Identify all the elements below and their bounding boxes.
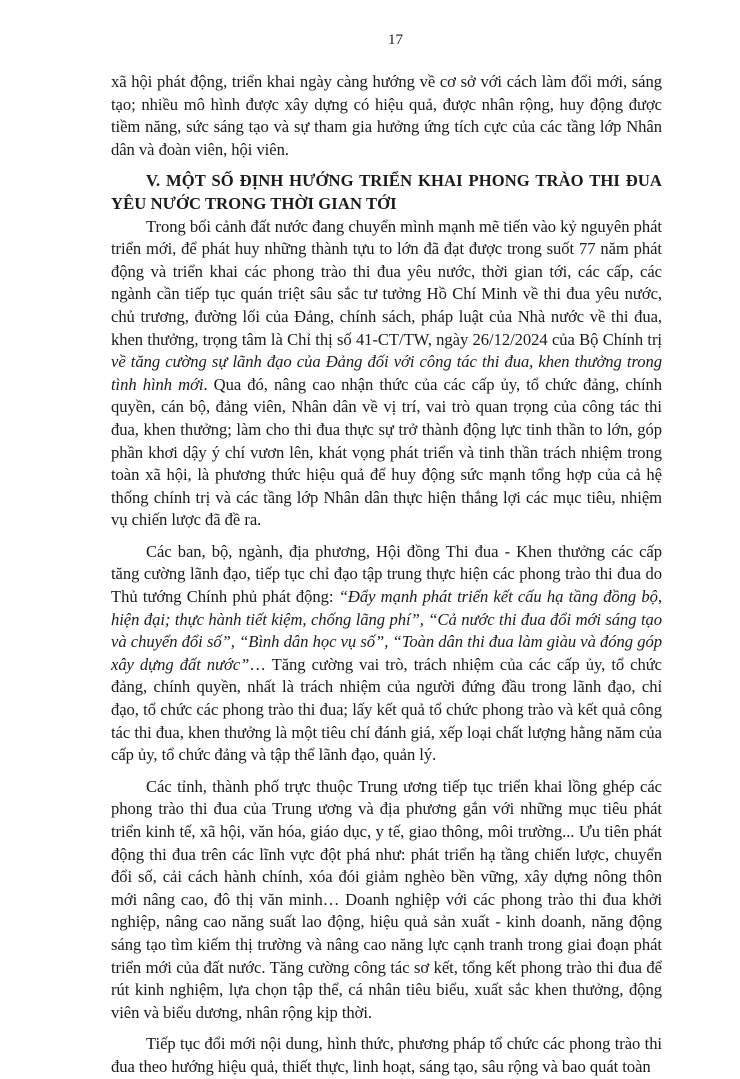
paragraph-1-italic: về tăng cường sự lãnh đạo của Đảng đối với công tác thi đua, khen thưởng trong tình hình mới [111, 352, 662, 394]
page-number: 17 [388, 32, 403, 48]
paragraph-2-text-c: … Tăng cường vai trò, trách nhiệm của các cấp ủy, tổ chức đảng, chính quyền, nhất là trách nhiệm của người đứng đầu trong lãnh đạo, chỉ đạo, tổ chức các phong trào thi đua; lấy kết quả tổ chức phong trào và kết quả công tác thi đua, khen thưởng là một tiêu chí đánh giá, xếp loại chất lượng hằng năm của cấp ủy, tổ chức đảng và tập thể lãnh đạo, quản lý. [111, 654, 662, 765]
paragraph-4: Tiếp tục đổi mới nội dung, hình thức, phương pháp tổ chức các phong trào thi đua theo hướng hiệu quả, thiết thực, linh hoạt, sáng tạo, sâu rộng và bao quát toàn [111, 1034, 662, 1076]
paragraph-3: Các tỉnh, thành phố trực thuộc Trung ương tiếp tục triển khai lồng ghép các phong trào thi đua của Trung ương và địa phương gắn với những mục tiêu phát triển kinh tế, xã hội, văn hóa, giáo dục, y tế, giao thông, môi trường... Ưu tiên phát động thi đua trên các lĩnh vực đột phá như: phát triển hạ tầng chiến lược, chuyển đổi số, cải cách hành chính, xóa đói giảm nghèo bền vững, xây dựng nông thôn mới nâng cao, đô thị văn minh… Doanh nghiệp với các phong trào thi đua khởi nghiệp, nâng cao năng suất lao động, hiệu quả sản xuất - kinh doanh, năng động sáng tạo tìm kiếm thị trường và nâng cao năng lực cạnh tranh trong giai đoạn phát triển mới của đất nước. Tăng cường công tác sơ kết, tổng kết phong trào thi đua để rút kinh nghiệm, lựa chọn tập thể, cá nhân tiêu biểu, xuất sắc khen thưởng, động viên và biểu dương, nhân rộng kịp thời. [111, 776, 662, 1022]
paragraph-2 [111, 541, 662, 767]
paragraph-2-italic: “Đẩy mạnh phát triển kết cấu hạ tầng đồng bộ, hiện đại; thực hành tiết kiệm, chống lãng phí”, “Cả nước thi đua đổi mới sáng tạo và chuyển đổi số”, “Bình dân học vụ số”, “Toàn dân thi đua làm giàu và đóng góp xây dựng đất nước” [111, 587, 663, 674]
paragraph-1-text-a: Trong bối cảnh đất nước đang chuyển mình mạnh mẽ tiến vào kỷ nguyên phát triển mới, để phát huy những thành tựu to lớn đã đạt được trong suốt 77 năm phát động và triển khai các phong trào thi đua yêu nước, thời gian tới, các cấp, các ngành cần tiếp tục quán triệt sâu sắc tư tưởng Hồ Chí Minh về thi đua yêu nước, chủ trương, đường lối của Đảng, chính sách, pháp luật của Nhà nước về thi đua, khen thưởng, trọng tâm là Chỉ thị số 41-CT/TW, ngày 26/12/2024 của Bộ Chính trị [111, 216, 662, 349]
paragraph-2-text-a: Các ban, bộ, ngành, địa phương, Hội đồng Thi đua - Khen thưởng các cấp tăng cường lãnh đạo, tiếp tục chỉ đạo tập trung thực hiện các phong trào thi đua do Thủ tướng Chính phủ phát động: [111, 541, 662, 607]
paragraph-1-text-c: . Qua đó, nâng cao nhận thức của các cấp ủy, tổ chức đảng, chính quyền, cán bộ, đảng viên, Nhân dân về vị trí, vai trò quan trọng của công tác thi đua, khen thưởng; làm cho thi đua thực sự trở thành động lực tinh thần to lớn, góp phần khơi dậy ý chí vươn lên, khát vọng phát triển và tinh thần trách nhiệm trong toàn xã hội, là phương thức hiệu quả để huy động sức mạnh tổng hợp của cả hệ thống chính trị và các tầng lớp Nhân dân thực hiện thắng lợi các mục tiêu, nhiệm vụ chiến lược đã đề ra. [111, 374, 663, 530]
paragraph-1 [111, 216, 662, 532]
section-heading: V. MỘT SỐ ĐỊNH HƯỚNG TRIỂN KHAI PHONG TRÀO THI ĐUA YÊU NƯỚC TRONG THỜI GIAN TỚI [111, 171, 662, 213]
intro-paragraph: xã hội phát động, triển khai ngày càng hướng về cơ sở với cách làm đổi mới, sáng tạo; nhiều mô hình được xây dựng có hiệu quả, được nhân rộng, huy động được tiềm năng, sức sáng tạo và sự tham gia hưởng ứng tích cực của các tầng lớp Nhân dân và đoàn viên, hội viên. [111, 72, 662, 159]
